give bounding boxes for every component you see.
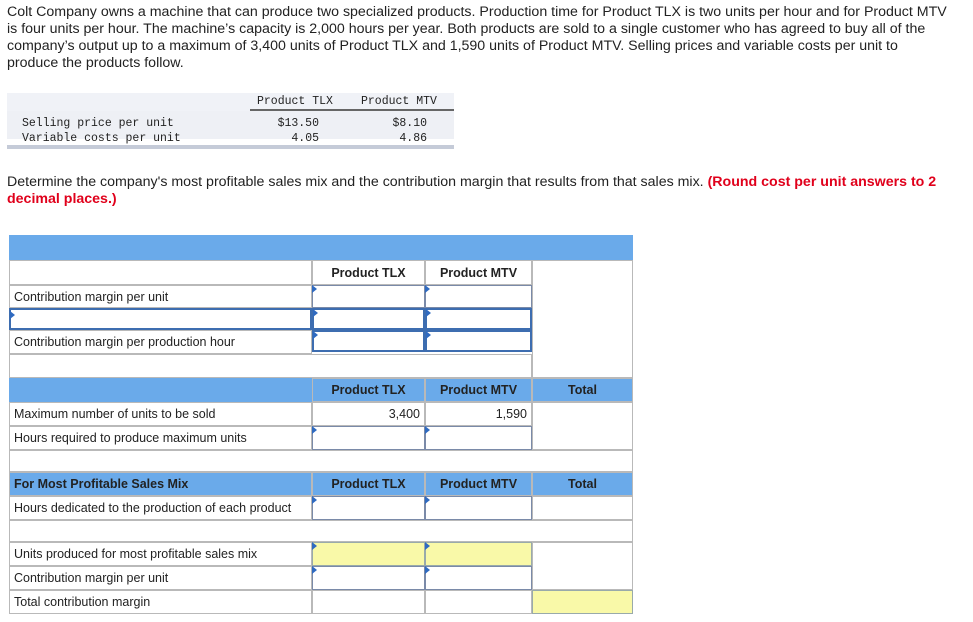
sec1-header-blank [9, 260, 312, 285]
sec1-col-mtv: Product MTV [425, 260, 532, 285]
cm-per-unit-tlx-input[interactable] [312, 285, 425, 308]
sec3-row-total-cm: Total contribution margin [9, 590, 312, 614]
question-prompt [7, 174, 952, 208]
given-col-tlx: Product TLX [257, 95, 333, 108]
given-mtv-cost: 4.86 [399, 132, 427, 145]
sec2-col-mtv: Product MTV [425, 378, 532, 402]
given-col-mtv: Product MTV [361, 95, 437, 108]
row2-tlx-input[interactable] [312, 308, 425, 330]
sec2-col-tlx: Product TLX [312, 378, 425, 402]
given-tlx-price: $13.50 [277, 117, 319, 130]
units-produced-tlx-input[interactable] [312, 542, 425, 566]
sec3-title: For Most Profitable Sales Mix [9, 472, 312, 496]
sec3-row-units-produced: Units produced for most profitable sales mix [9, 542, 312, 566]
hours-dedicated-total [532, 496, 633, 520]
sec3-col-total: Total [532, 472, 633, 496]
rounding-note: (Round cost per unit answers to 2 decimal places.) [7, 174, 937, 207]
blank-label-input[interactable] [9, 308, 312, 330]
sec1-right-blank [532, 260, 633, 378]
worksheet-top-band [9, 235, 633, 260]
cm-per-hour-mtv-input[interactable] [425, 330, 532, 352]
total-cm-total-input[interactable] [532, 590, 633, 614]
given-mtv-price: $8.10 [392, 117, 427, 130]
sec3-row-cm-per-unit: Contribution margin per unit [9, 566, 312, 590]
hours-dedicated-tlx-input[interactable] [312, 496, 425, 520]
sec3-spacer [9, 520, 633, 542]
hours-required-tlx-input[interactable] [312, 426, 425, 450]
sec3-row-hours-dedicated: Hours dedicated to the production of each product [9, 496, 312, 520]
given-data-table [7, 93, 454, 151]
problem-intro: Colt Company owns a machine that can produce two specialized products. Production time for Product TLX is two units per hour and for Product MTV is four units per hour. The machine’s capacity is 2,000 hours per year. Both products are sold to a single customer who has agreed to buy all of the company’s output up to a maximum of 3,400 units of Product TLX and 1,590 units of Product MTV. Selling prices and variable costs per unit to produce the products follow. [7, 4, 947, 71]
worksheet-grid [9, 235, 633, 615]
given-tlx-cost: 4.05 [291, 132, 319, 145]
hours-dedicated-mtv-input[interactable] [425, 496, 532, 520]
sec2-total-blank [532, 402, 633, 450]
cm-per-hour-tlx-input[interactable] [312, 330, 425, 352]
given-row-selling-price: Selling price per unit [22, 117, 174, 130]
hours-required-mtv-input[interactable] [425, 426, 532, 450]
sec2-row-hours-required: Hours required to produce maximum units [9, 426, 312, 450]
sec1-row-cm-per-hour: Contribution margin per production hour [9, 330, 312, 354]
sec1-spacer [9, 354, 532, 378]
total-cm-mtv [425, 590, 532, 614]
sec2-spacer [9, 450, 633, 472]
sec3-col-mtv: Product MTV [425, 472, 532, 496]
max-units-mtv: 1,590 [425, 402, 532, 426]
given-bottom-rule [7, 145, 454, 149]
sec3-cm-per-unit-mtv-input[interactable] [425, 566, 532, 590]
sec1-col-tlx: Product TLX [312, 260, 425, 285]
max-units-tlx: 3,400 [312, 402, 425, 426]
units-produced-mtv-input[interactable] [425, 542, 532, 566]
prompt-text: Determine the company's most profitable sales mix and the contribution margin that results from that sales mix. [7, 174, 704, 190]
sec2-row-max-units: Maximum number of units to be sold [9, 402, 312, 426]
cm-per-unit-mtv-input[interactable] [425, 285, 532, 308]
sec2-col-total: Total [532, 378, 633, 402]
row2-mtv-input[interactable] [425, 308, 532, 330]
sec3-cm-per-unit-tlx-input[interactable] [312, 566, 425, 590]
sec1-row-cm-per-unit: Contribution margin per unit [9, 285, 312, 308]
sec3-col-tlx: Product TLX [312, 472, 425, 496]
given-row-variable-costs: Variable costs per unit [22, 132, 181, 145]
total-cm-tlx [312, 590, 425, 614]
sec3-total-blank [532, 542, 633, 590]
